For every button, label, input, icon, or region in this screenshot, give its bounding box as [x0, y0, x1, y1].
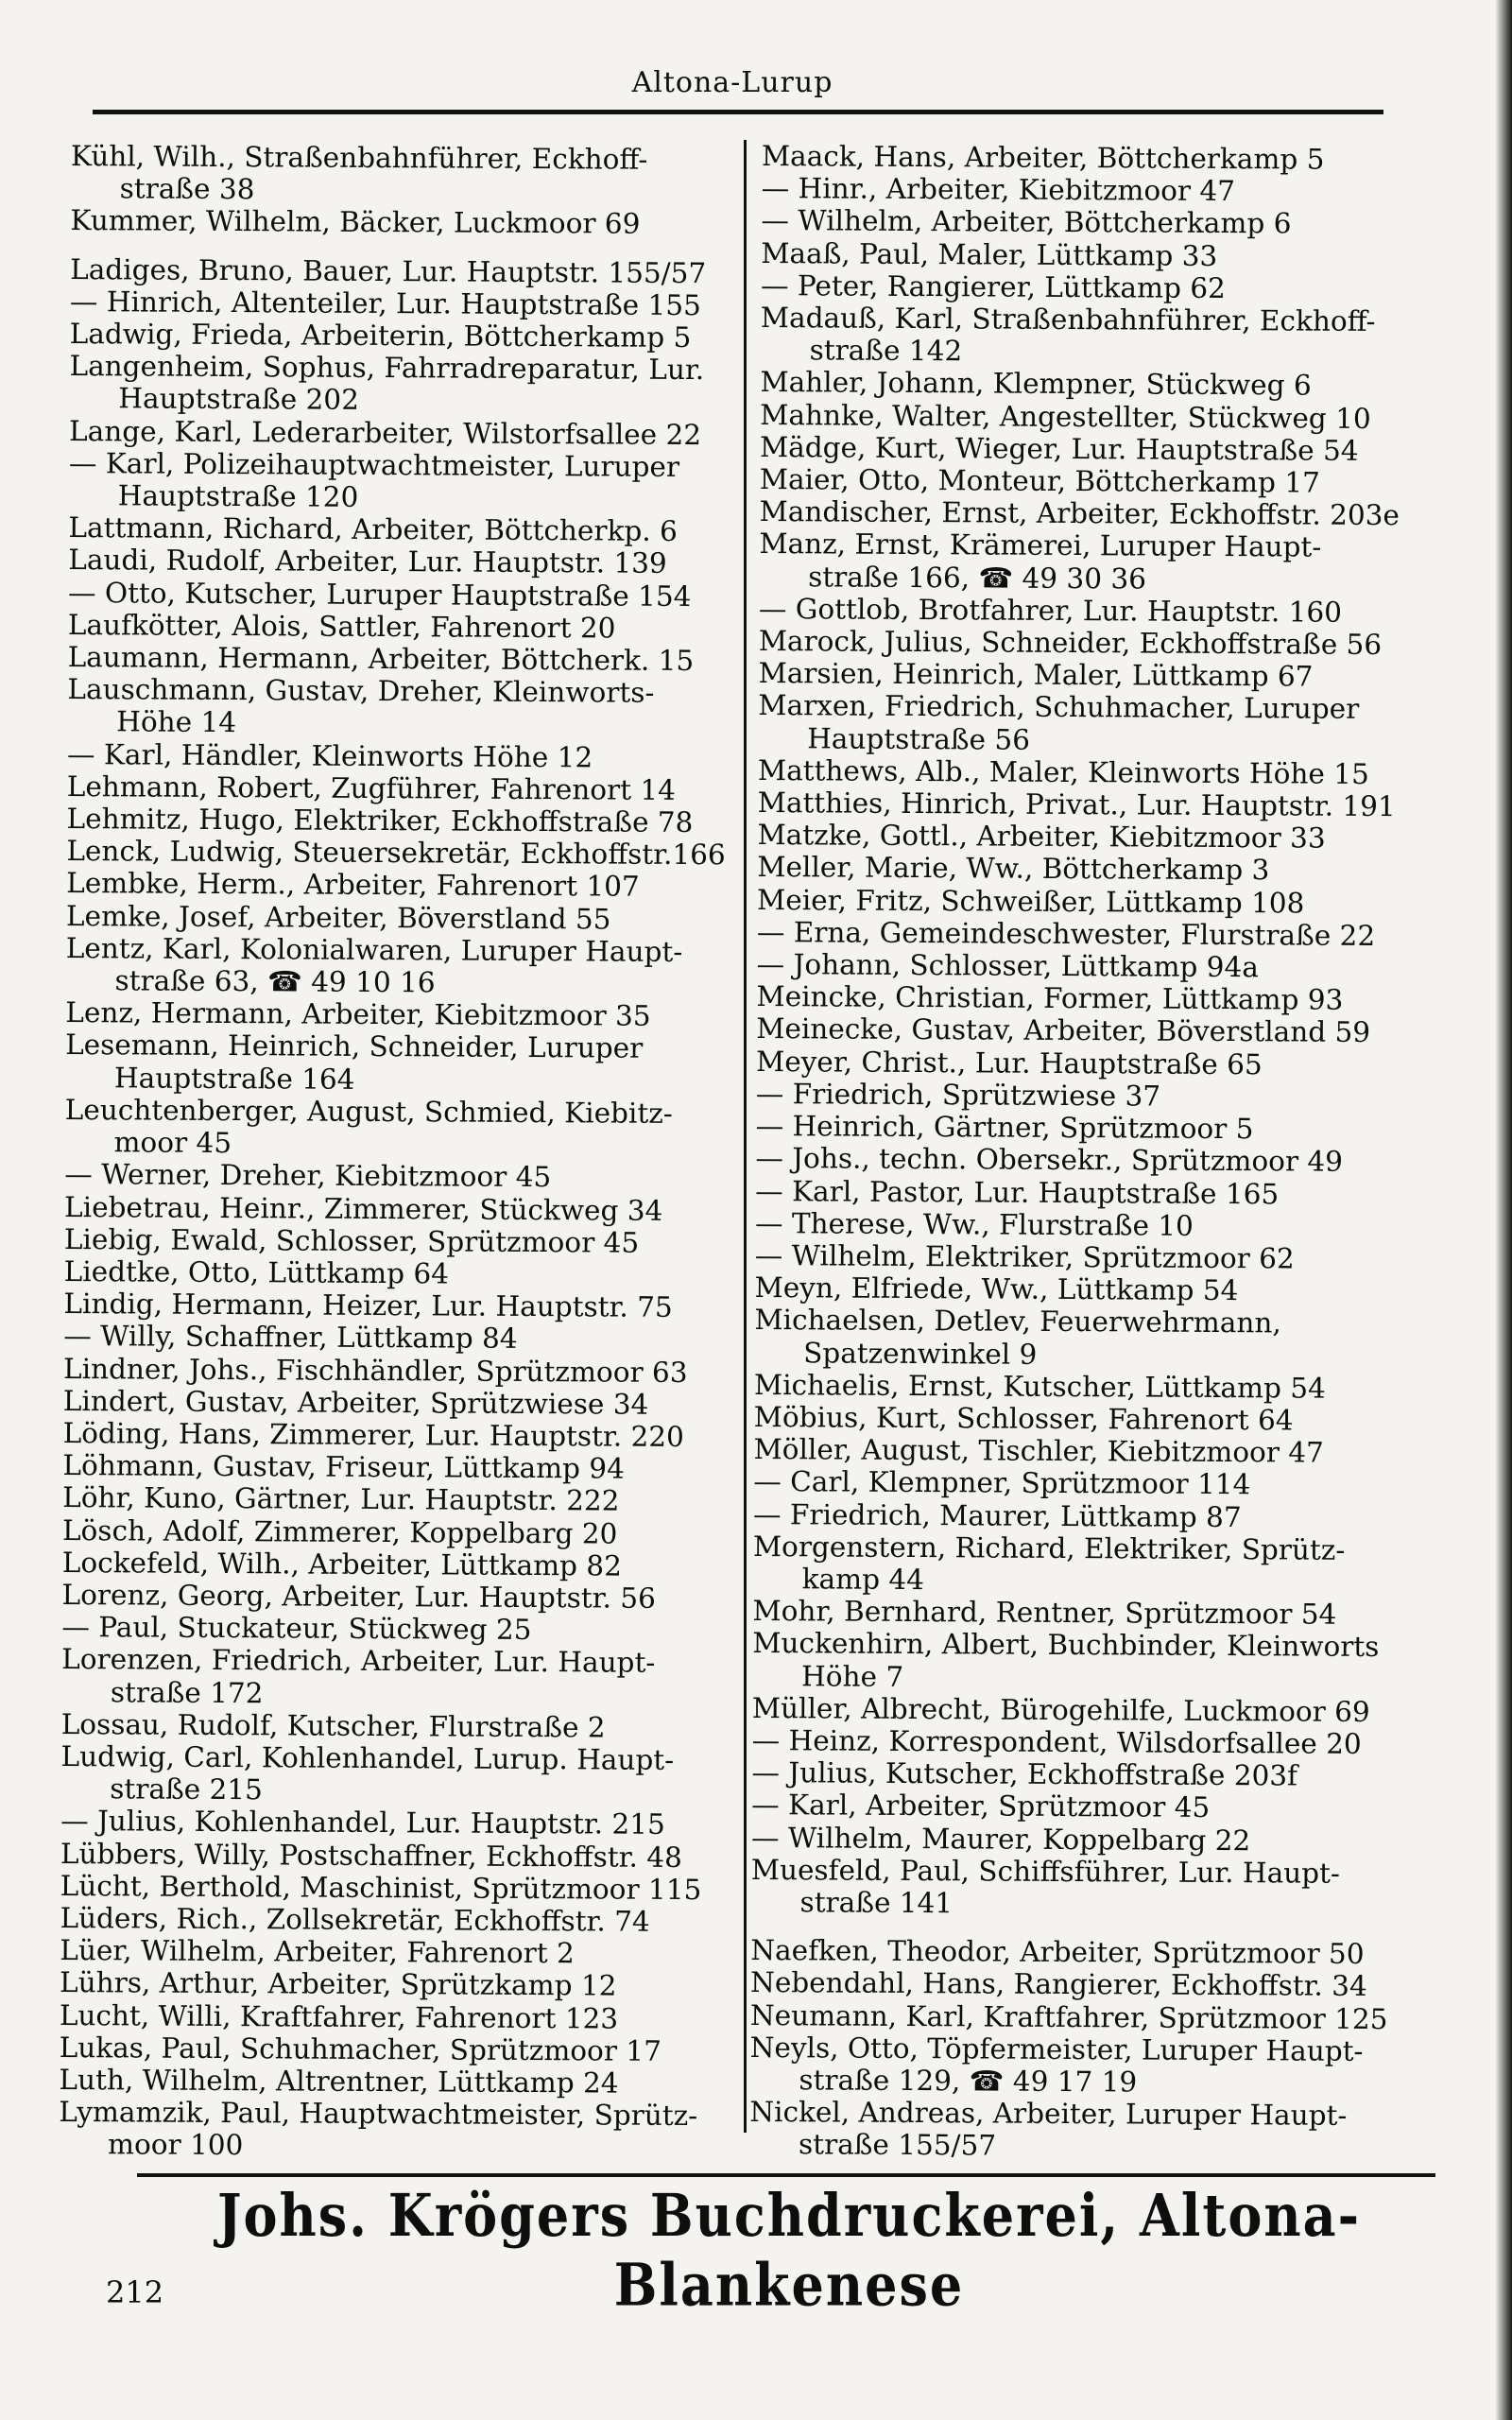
entry-line: Laudi, Rudolf, Arbeiter, Lur. Hauptstr. 139: [68, 544, 667, 580]
entry-line: Ladiges, Bruno, Bauer, Lur. Hauptstr. 155/57: [70, 252, 707, 289]
directory-entry: [762, 140, 1461, 177]
directory-entry: [69, 415, 730, 451]
entry-continuation: Höhe 7: [800, 1659, 904, 1693]
directory-entry: [753, 1530, 1452, 1599]
directory-entry: [754, 1304, 1453, 1373]
entry-line: Leuchtenberger, August, Schmied, Kiebitz-: [64, 1093, 673, 1130]
directory-entry: [757, 948, 1456, 985]
directory-entry: [759, 527, 1458, 596]
entry-line: — Julius, Kutscher, Eckhoffstraße 203f: [751, 1756, 1298, 1792]
directory-entry: [63, 1385, 725, 1421]
entry-line: Lockefeld, Wilh., Arbeiter, Lüttkamp 82: [61, 1546, 623, 1582]
entry-line: Meincke, Christian, Former, Lüttkamp 93: [756, 980, 1344, 1017]
directory-entry: [66, 835, 728, 871]
directory-entry: [62, 1514, 724, 1550]
directory-entry: [59, 2064, 720, 2100]
entry-line: — Hinrich, Altenteiler, Lur. Hauptstraße 155: [69, 285, 702, 321]
directory-entry: [62, 1481, 724, 1517]
entry-line: Mädge, Kurt, Wieger, Lur. Hauptstraße 54: [759, 430, 1359, 467]
entry-line: Löding, Hans, Zimmerer, Lur. Hauptstr. 220: [62, 1416, 684, 1453]
directory-entry: [61, 1611, 723, 1647]
entry-line: Lentz, Karl, Kolonialwaren, Luruper Haupt-: [65, 931, 683, 968]
left-column: [59, 140, 732, 2165]
entry-line: Matthews, Alb., Maler, Kleinworts Höhe 15: [757, 753, 1369, 790]
directory-entry: [70, 253, 731, 289]
directory-entry: [68, 609, 730, 645]
entry-line: Manz, Ernst, Krämerei, Luruper Haupt-: [759, 527, 1322, 564]
directory-entry: [69, 447, 730, 516]
entry-line: — Carl, Klempner, Sprützmoor 114: [753, 1465, 1251, 1501]
directory-entry: [70, 204, 731, 240]
entry-line: Laufkötter, Alois, Sattler, Fahrenort 20: [67, 608, 616, 645]
directory-entry: [762, 172, 1461, 209]
entry-line: Lesemann, Heinrich, Schneider, Luruper: [65, 1028, 644, 1065]
entry-line: — Werner, Dreher, Kiebitzmoor 45: [64, 1158, 552, 1194]
entry-line: Lüders, Rich., Zollsekretär, Eckhoffstr. 74: [60, 1901, 650, 1938]
directory-entry: [63, 1288, 725, 1323]
entry-line: Maaß, Paul, Maler, Lüttkamp 33: [761, 236, 1218, 272]
directory-entry: [62, 1449, 724, 1485]
entry-line: Lindert, Gustav, Arbeiter, Sprützwiese 34: [62, 1384, 649, 1421]
entry-line: Marxen, Friedrich, Schuhmacher, Luruper: [758, 689, 1360, 726]
entry-continuation: straße 129, ☎ 49 17 19: [799, 2064, 1138, 2099]
directory-entry: [758, 689, 1457, 758]
entry-line: — Therese, Ww., Flurstraße 10: [754, 1206, 1194, 1242]
entry-line: Liebetrau, Heinr., Zimmerer, Stückweg 34: [64, 1190, 663, 1227]
directory-entry: [752, 1627, 1452, 1696]
printer-imprint: Johs. Krögers Buchdruckerei, Altona-Blankenese: [216, 2180, 1362, 2320]
entry-line: Kühl, Wilh., Straßenbahnführer, Eckhoff-: [70, 140, 648, 176]
directory-entry: [751, 1756, 1451, 1793]
directory-entry: [760, 431, 1459, 468]
directory-entry: [760, 463, 1459, 500]
directory-entry: [64, 1158, 726, 1194]
entry-line: Morgenstern, Richard, Elektriker, Sprütz-: [752, 1530, 1346, 1566]
directory-entry: [749, 2096, 1449, 2165]
entry-line: — Friedrich, Maurer, Lüttkamp 87: [753, 1497, 1242, 1533]
entry-continuation: straße 141: [799, 1886, 954, 1920]
directory-entry: [752, 1692, 1452, 1729]
entry-line: — Heinrich, Gärtner, Sprützmoor 5: [755, 1110, 1254, 1146]
entry-line: Möller, August, Tischler, Kiebitzmoor 47: [753, 1433, 1324, 1469]
entry-continuation: straße 63, ☎ 49 10 16: [114, 964, 436, 999]
entry-line: Naefken, Theodor, Arbeiter, Sprützmoor 50: [750, 1934, 1365, 1971]
entry-line: Madauß, Karl, Straßenbahnführer, Eckhoff-: [760, 302, 1376, 337]
entry-line: — Willy, Schaffner, Lüttkamp 84: [63, 1320, 518, 1356]
directory-entry: [756, 1110, 1455, 1147]
entry-line: Lorenzen, Friedrich, Arbeiter, Lur. Haupt-: [61, 1643, 656, 1680]
entry-line: Ladwig, Frieda, Arbeiterin, Böttcherkamp 5: [69, 318, 692, 354]
directory-entry: [756, 1046, 1455, 1082]
directory-entry: [754, 1401, 1453, 1438]
entry-line: Michaelsen, Detlev, Feuerwehrmann,: [754, 1304, 1281, 1340]
directory-entry: [68, 544, 730, 579]
entry-line: — Hinr., Arbeiter, Kiebitzmoor 47: [761, 172, 1236, 208]
directory-entry: [756, 1078, 1455, 1115]
entry-line: Lemke, Josef, Arbeiter, Böverstland 55: [65, 899, 611, 936]
entry-line: Mohr, Bernhard, Rentner, Sprützmoor 54: [752, 1595, 1337, 1631]
directory-entry: [71, 140, 732, 209]
entry-line: Nebendahl, Hans, Rangierer, Eckhoffstr. 34: [749, 1966, 1367, 2003]
entry-line: — Karl, Arbeiter, Sprützmoor 45: [751, 1789, 1211, 1824]
entry-line: Lenz, Hermann, Arbeiter, Kiebitzmoor 35: [65, 996, 651, 1033]
entry-line: Löhr, Kuno, Gärtner, Lur. Hauptstr. 222: [62, 1481, 620, 1517]
directory-entry: [757, 851, 1456, 888]
entry-line: Lehmann, Robert, Zugführer, Fahrenort 14: [66, 769, 677, 806]
directory-entry: [755, 1174, 1454, 1211]
directory-entry: [68, 641, 730, 677]
directory-entry: [753, 1433, 1452, 1470]
entry-line: Neyls, Otto, Töpfermeister, Luruper Haupt-: [749, 2031, 1364, 2067]
entry-line: Löhmann, Gustav, Friseur, Lüttkamp 94: [62, 1449, 626, 1485]
entry-line: Muckenhirn, Albert, Buchbinder, Kleinworts: [752, 1627, 1380, 1664]
entry-line: Matzke, Gottl., Arbeiter, Kiebitzmoor 33: [757, 819, 1326, 855]
entry-line: Meyer, Christ., Lur. Hauptstraße 65: [755, 1045, 1263, 1080]
entry-line: Müller, Albrecht, Bürogehilfe, Luckmoor 69: [751, 1691, 1370, 1728]
entry-line: — Heinz, Korrespondent, Wilsdorfsallee 20: [751, 1723, 1362, 1760]
entry-line: Lehmitz, Hugo, Elektriker, Eckhoffstraße 78: [66, 803, 694, 839]
directory-entry: [65, 996, 727, 1032]
entry-line: Neumann, Karl, Kraftfahrer, Sprützmoor 125: [749, 1998, 1388, 2035]
entry-line: Möbius, Kurt, Schlosser, Fahrenort 64: [753, 1400, 1294, 1437]
entry-line: Lattmann, Richard, Arbeiter, Böttcherkp. 6: [68, 511, 678, 548]
entry-line: — Johs., techn. Obersekr., Sprützmoor 49: [755, 1142, 1344, 1179]
directory-entry: [752, 1595, 1452, 1632]
entry-continuation: straße 166, ☎ 49 30 36: [808, 560, 1147, 596]
directory-entry: [755, 1239, 1454, 1276]
page-number: 212: [106, 2274, 164, 2310]
column-divider: [744, 140, 747, 2133]
entry-line: Luth, Wilhelm, Altrentner, Lüttkamp 24: [59, 2063, 619, 2100]
entry-line: Lorenz, Georg, Arbeiter, Lur. Hauptstr. 56: [61, 1578, 656, 1615]
entry-continuation: moor 100: [107, 2128, 244, 2162]
directory-entry: [750, 1999, 1450, 2036]
entry-line: Matthies, Hinrich, Privat., Lur. Hauptstr. 191: [757, 786, 1396, 823]
entry-line: Marock, Julius, Schneider, Eckhoffstraße 56: [758, 625, 1383, 662]
directory-entry: [60, 1966, 721, 2002]
directory-entry: [59, 2096, 720, 2165]
entry-line: Ludwig, Carl, Kohlenhandel, Lurup. Haupt-: [60, 1739, 675, 1776]
directory-entry: [761, 302, 1460, 371]
entry-line: Lange, Karl, Lederarbeiter, Wilstorfsallee 22: [69, 414, 702, 451]
directory-entry: [67, 770, 729, 806]
entry-line: Lauschmann, Gustav, Dreher, Kleinworts-: [67, 673, 655, 710]
entry-line: Lossau, Rudolf, Kutscher, Flurstraße 2: [60, 1707, 606, 1744]
entry-continuation: straße 172: [110, 1675, 264, 1709]
directory-entry: [61, 1643, 723, 1712]
directory-entry: [759, 495, 1458, 532]
entry-continuation: Hauptstraße 202: [118, 382, 360, 417]
entry-line: Maier, Otto, Monteur, Böttcherkamp 17: [759, 463, 1320, 499]
entry-continuation: straße 215: [110, 1772, 263, 1806]
directory-entry: [759, 593, 1458, 630]
entry-line: Lymamzik, Paul, Hauptwachtmeister, Sprütz-: [59, 2096, 698, 2133]
entry-line: Mandischer, Ernst, Arbeiter, Eckhoffstr. 203e: [759, 495, 1400, 532]
directory-entry: [67, 673, 729, 742]
entry-line: Lührs, Arthur, Arbeiter, Sprützkamp 12: [59, 1966, 617, 2002]
entry-continuation: Hauptstraße 164: [113, 1061, 355, 1096]
directory-entry: [753, 1498, 1452, 1535]
entry-line: Kummer, Wilhelm, Bäcker, Luckmoor 69: [70, 204, 641, 241]
directory-entry: [60, 1838, 722, 1874]
entry-line: — Wilhelm, Arbeiter, Böttcherkamp 6: [761, 204, 1292, 240]
entry-line: Muesfeld, Paul, Schiffsführer, Lur. Haupt-: [750, 1853, 1341, 1890]
directory-entry: [757, 884, 1456, 921]
directory-entry: [752, 1724, 1452, 1761]
directory-entry: [60, 1999, 721, 2035]
header-rule: [93, 110, 1383, 114]
entry-line: — Karl, Polizeihauptwachtmeister, Luruper: [68, 446, 680, 483]
directory-entry: [68, 577, 730, 613]
entry-line: — Erna, Gemeindeschwester, Flurstraße 22: [756, 915, 1376, 952]
entry-line: — Peter, Rangierer, Lüttkamp 62: [760, 268, 1226, 304]
entry-line: Lösch, Adolf, Zimmerer, Koppelbarg 20: [61, 1513, 618, 1550]
directory-entry: [751, 1854, 1451, 1923]
entry-line: — Friedrich, Sprützwiese 37: [755, 1077, 1161, 1113]
entry-line: Laumann, Hermann, Arbeiter, Böttcherk. 15: [67, 641, 695, 678]
directory-entry: [60, 2031, 721, 2067]
directory-entry: [68, 511, 730, 547]
entry-line: Maack, Hans, Arbeiter, Böttcherkamp 5: [761, 140, 1325, 176]
directory-entry: [761, 237, 1460, 274]
directory-entry: [758, 786, 1457, 823]
directory-entry: [751, 1789, 1451, 1825]
entry-line: Meier, Fritz, Schweißer, Lüttkamp 108: [756, 883, 1305, 920]
directory-entry: [66, 867, 728, 903]
entry-line: Mahnke, Walter, Angestellter, Stückweg 10: [760, 398, 1371, 435]
directory-entry: [761, 204, 1460, 241]
directory-entry: [759, 625, 1458, 662]
directory-entry: [60, 1934, 721, 1970]
entry-line: — Johann, Schlosser, Lüttkamp 94a: [756, 948, 1259, 984]
footer-rule: [137, 2173, 1435, 2177]
directory-entry: [750, 1934, 1450, 1971]
directory-entry: [60, 1740, 722, 1809]
directory-entry: [749, 2031, 1449, 2100]
entry-line: Lembke, Herm., Arbeiter, Fahrenort 107: [66, 867, 640, 904]
directory-entry: [64, 1190, 726, 1226]
entry-line: Mahler, Johann, Klempner, Stückweg 6: [760, 366, 1312, 402]
directory-entry: [60, 1870, 722, 1906]
entry-line: Meinecke, Gustav, Arbeiter, Böverstland 59: [756, 1012, 1371, 1049]
directory-entry: [61, 1708, 723, 1744]
directory-entry: [754, 1271, 1453, 1308]
entry-line: Liebig, Ewald, Schlosser, Sprützmoor 45: [63, 1222, 640, 1259]
directory-entry: [70, 285, 731, 321]
entry-continuation: straße 38: [119, 172, 255, 206]
entry-line: — Karl, Händler, Kleinworts Höhe 12: [66, 737, 593, 774]
entry-line: Langenheim, Sophus, Fahrradreparatur, Lur.: [69, 350, 705, 387]
directory-entry: [758, 657, 1457, 694]
directory-entry: [756, 1012, 1455, 1049]
entry-line: Lukas, Paul, Schuhmacher, Sprützmoor 17: [59, 2031, 662, 2067]
directory-entry: [65, 932, 727, 1001]
directory-entry: [758, 754, 1457, 791]
directory-entry: [63, 1320, 725, 1356]
directory-entry: [756, 980, 1455, 1017]
directory-entry: [62, 1547, 724, 1582]
directory-entry: [63, 1417, 725, 1453]
directory-entry: [760, 366, 1459, 403]
entry-line: — Julius, Kohlenhandel, Lur. Hauptstr. 215: [60, 1805, 665, 1841]
directory-entry: [754, 1369, 1453, 1406]
entry-line: Lucht, Willi, Kraftfahrer, Fahrenort 123: [59, 1998, 619, 2035]
entry-line: Michaelis, Ernst, Kutscher, Lüttkamp 54: [753, 1368, 1326, 1405]
entry-line: Lüer, Wilhelm, Arbeiter, Fahrenort 2: [60, 1934, 575, 1970]
entry-line: Lindig, Hermann, Heizer, Lur. Hauptstr. 75: [63, 1288, 673, 1324]
directory-entry: [64, 1094, 726, 1163]
directory-entry: [67, 803, 729, 838]
entry-continuation: kamp 44: [801, 1563, 925, 1597]
entry-line: — Otto, Kutscher, Luruper Hauptstraße 154: [67, 576, 692, 613]
entry-continuation: straße 155/57: [798, 2128, 997, 2162]
entry-line: Marsien, Heinrich, Maler, Lüttkamp 67: [758, 657, 1314, 693]
entry-line: Lübbers, Willy, Postschaffner, Eckhoffstr. 48: [60, 1837, 682, 1874]
directory-entry: [69, 350, 730, 419]
entry-continuation: Hauptstraße 120: [117, 479, 359, 513]
page-header: Altona-Lurup: [631, 66, 833, 99]
directory-entry: [755, 1207, 1454, 1244]
entry-line: Meyn, Elfriede, Ww., Lüttkamp 54: [754, 1271, 1239, 1307]
directory-entry: [60, 1805, 722, 1841]
entry-line: — Gottlob, Brotfahrer, Lur. Hauptstr. 160: [758, 592, 1343, 629]
entry-continuation: moor 45: [113, 1126, 232, 1160]
entry-line: Lenck, Ludwig, Steuersekretär, Eckhoffstr.166: [66, 835, 726, 872]
entry-line: Nickel, Andreas, Arbeiter, Luruper Haupt-: [749, 2096, 1348, 2133]
directory-entry: [760, 399, 1459, 436]
directory-entry: [63, 1352, 725, 1388]
directory-entry: [757, 819, 1456, 856]
entry-line: — Karl, Pastor, Lur. Hauptstraße 165: [755, 1174, 1280, 1210]
entry-line: Liedtke, Otto, Lüttkamp 64: [63, 1254, 450, 1290]
directory-entry: [66, 900, 728, 936]
directory-entry: [60, 1902, 721, 1938]
entry-line: — Wilhelm, Elektriker, Sprützmoor 62: [754, 1238, 1295, 1275]
entry-line: — Paul, Stuckateur, Stückweg 25: [61, 1611, 532, 1647]
directory-entry: [65, 1028, 727, 1098]
directory-entry: [64, 1223, 726, 1259]
entry-line: — Wilhelm, Maurer, Koppelbarg 22: [750, 1821, 1251, 1857]
right-column: [749, 140, 1461, 2165]
directory-entry: [64, 1255, 726, 1291]
directory-entry: [751, 1822, 1451, 1858]
entry-continuation: Höhe 14: [116, 705, 237, 739]
entry-continuation: Spatzenwinkel 9: [803, 1336, 1038, 1371]
directory-entry: [750, 1966, 1450, 2003]
entry-line: Meller, Marie, Ww., Böttcherkamp 3: [757, 851, 1270, 887]
directory-entry: [61, 1579, 723, 1615]
directory-entry: [70, 318, 731, 354]
directory-entry: [753, 1465, 1452, 1502]
entry-continuation: Hauptstraße 56: [807, 721, 1031, 756]
entry-continuation: straße 142: [809, 334, 963, 368]
entry-line: Lindner, Johs., Fischhändler, Sprützmoor 63: [62, 1352, 688, 1389]
directory-entry: [757, 916, 1456, 953]
directory-entry: [67, 738, 729, 774]
entry-line: Lücht, Berthold, Maschinist, Sprützmoor 115: [60, 1869, 702, 1906]
directory-entry: [755, 1142, 1454, 1179]
directory-entry: [761, 269, 1460, 306]
